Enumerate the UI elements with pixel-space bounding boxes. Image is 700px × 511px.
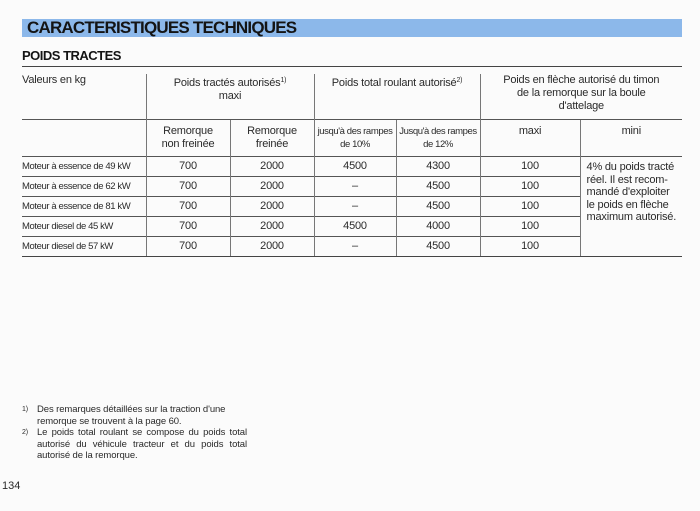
footnote-mark: 2) xyxy=(22,429,29,436)
row-label: Moteur à essence de 49 kW xyxy=(22,157,146,177)
cell-ramp10: – xyxy=(314,197,396,217)
cell-ramp10: – xyxy=(314,177,396,197)
row-label: Moteur à essence de 62 kW xyxy=(22,177,146,197)
subtitle-rule xyxy=(22,66,682,67)
towing-weights-table xyxy=(22,74,682,257)
footnote-mark: 1) xyxy=(22,406,29,413)
row-label: Moteur diesel de 57 kW xyxy=(22,237,146,257)
cell-braked: 2000 xyxy=(230,177,314,197)
header-gross: Poids total roulant autorisé$^{2)}$ xyxy=(314,74,480,120)
cell-ramp12: 4000 xyxy=(396,217,480,237)
header-towed: Poids tractés autorisés$^{1)}$ maxi xyxy=(146,74,314,120)
header-nose: Poids en flèche autorisé du timon de la remorque sur la boule d'attelage xyxy=(480,74,682,120)
cell-unbraked: 700 xyxy=(146,177,230,197)
cell-unbraked: 700 xyxy=(146,237,230,257)
cell-ramp10: 4500 xyxy=(314,217,396,237)
cell-ramp10: 4500 xyxy=(314,157,396,177)
subtitle: POIDS TRACTES xyxy=(22,48,121,63)
table-row xyxy=(22,157,682,177)
row-label: Moteur à essence de 81 kW xyxy=(22,197,146,217)
subheader-unbraked: Remorque non freinée xyxy=(146,120,230,157)
cell-nose-max: 100 xyxy=(480,237,580,257)
cell-braked: 2000 xyxy=(230,197,314,217)
table-header-row xyxy=(22,74,682,120)
table-subheader-row xyxy=(22,120,682,157)
section-title: CARACTERISTIQUES TECHNIQUES xyxy=(27,18,297,37)
cell-braked: 2000 xyxy=(230,157,314,177)
cell-nose-max: 100 xyxy=(480,217,580,237)
subheader-empty xyxy=(22,120,146,157)
cell-ramp12: 4500 xyxy=(396,197,480,217)
cell-nose-max: 100 xyxy=(480,197,580,217)
cell-braked: 2000 xyxy=(230,217,314,237)
cell-unbraked: 700 xyxy=(146,197,230,217)
unit-label: Valeurs en kg xyxy=(22,74,86,86)
cell-ramp12: 4500 xyxy=(396,177,480,197)
footnote-1 xyxy=(22,404,247,427)
subheader-nose-max: maxi xyxy=(480,120,580,157)
cell-ramp10: – xyxy=(314,237,396,257)
cell-nose-max: 100 xyxy=(480,177,580,197)
footnote-2 xyxy=(22,427,247,462)
subheader-ramp10: jusqu'à des rampes de 10% xyxy=(314,120,396,157)
cell-unbraked: 700 xyxy=(146,157,230,177)
subheader-nose-min: mini xyxy=(580,120,682,157)
footnote-text: Des remarques détaillées sur la traction d'une remorque se trouvent à la page 60. xyxy=(37,404,226,427)
cell-nose-min-note: 4% du poids tracté réel. Il est recom- mandé d'exploiter le poids en flèche maximum autorisé. xyxy=(580,157,682,257)
page-number: 134 xyxy=(2,480,21,492)
row-label: Moteur diesel de 45 kW xyxy=(22,217,146,237)
cell-ramp12: 4300 xyxy=(396,157,480,177)
cell-unbraked: 700 xyxy=(146,217,230,237)
footnote-text: Le poids total roulant se compose du poids total autorisé du véhicule tracteur et du poids total autorisé de la remorque. xyxy=(37,427,247,461)
subheader-ramp12: Jusqu'à des rampes de 12% xyxy=(396,120,480,157)
cell-nose-max: 100 xyxy=(480,157,580,177)
cell-ramp12: 4500 xyxy=(396,237,480,257)
subheader-braked: Remorque freinée xyxy=(230,120,314,157)
cell-braked: 2000 xyxy=(230,237,314,257)
